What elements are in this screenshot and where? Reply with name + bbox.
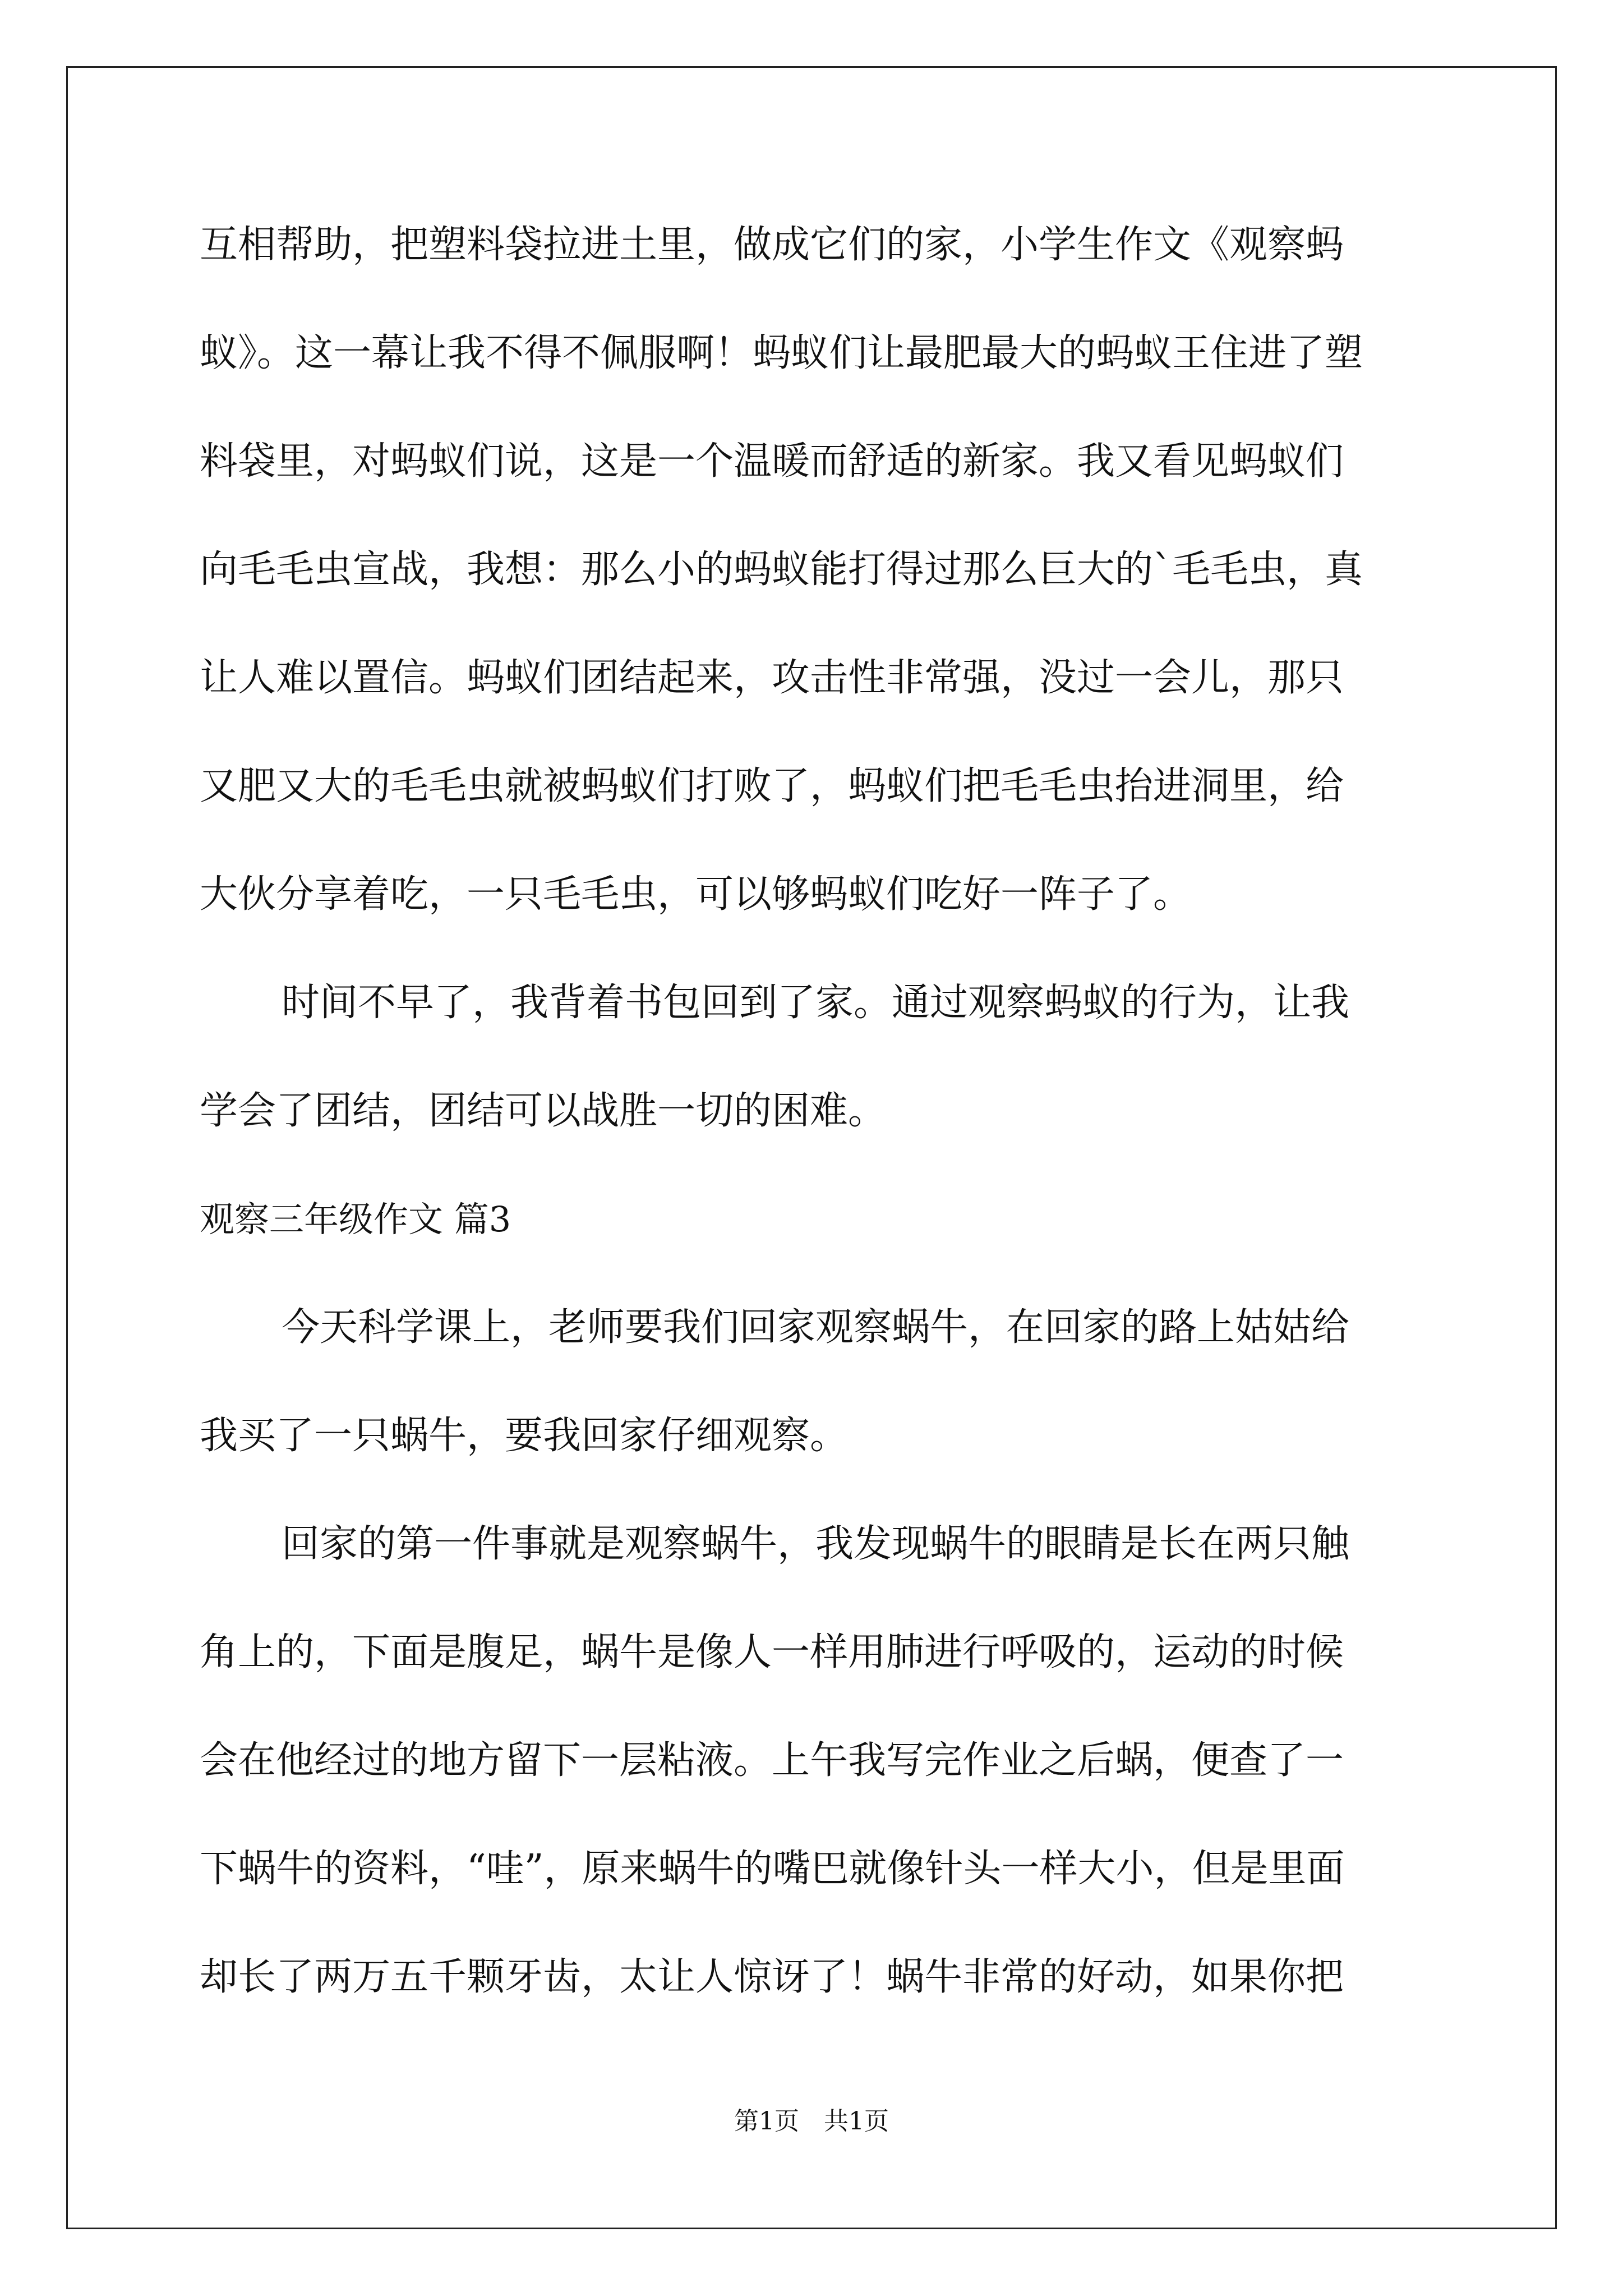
text-line: 向毛毛虫宣战，我想：那么小的蚂蚁能打得过那么巨大的`毛毛虫，真: [200, 547, 1363, 592]
paragraph-start-line: 时间不早了，我背着书包回到了家。通过观察蚂蚁的行为，让我: [282, 981, 1350, 1025]
text-line: 料袋里，对蚂蚁们说，这是一个温暖而舒适的新家。我又看见蚂蚁们: [200, 439, 1344, 484]
text-line: 却长了两万五千颗牙齿，太让人惊讶了！蜗牛非常的好动，如果你把: [200, 1955, 1344, 1999]
text-line: 又肥又大的毛毛虫就被蚂蚁们打败了，蚂蚁们把毛毛虫抬进洞里，给: [200, 764, 1344, 808]
document-body: [200, 191, 1422, 2031]
text-line: 让人难以置信。蚂蚁们团结起来，攻击性非常强，没过一会儿，那只: [200, 656, 1344, 700]
text-line: 蚁》。这一幕让我不得不佩服啊！蚂蚁们让最肥最大的蚂蚁王住进了塑: [200, 331, 1363, 375]
text-line: 互相帮助，把塑料袋拉进土里，做成它们的家，小学生作文《观察蚂: [200, 223, 1344, 267]
text-line: 角上的，下面是腹足，蜗牛是像人一样用肺进行呼吸的，运动的时候: [200, 1630, 1344, 1674]
page-number-footer: 第1页 共1页: [734, 2107, 889, 2136]
text-line: 我买了一只蜗牛，要我回家仔细观察。: [200, 1414, 849, 1458]
paragraph-start-line: 回家的第一件事就是观察蜗牛，我发现蜗牛的眼睛是长在两只触: [282, 1522, 1350, 1566]
section-heading: 观察三年级作文 篇3: [200, 1199, 511, 1240]
text-line: 下蜗牛的资料，“哇”，原来蜗牛的嘴巴就像针头一样大小，但是里面: [200, 1847, 1345, 1891]
text-line: 会在他经过的地方留下一层粘液。上午我写完作业之后蜗，便查了一: [200, 1738, 1344, 1783]
paragraph-start-line: 今天科学课上，老师要我们回家观察蜗牛，在回家的路上姑姑给: [282, 1305, 1350, 1350]
text-line: 学会了团结，团结可以战胜一切的困难。: [200, 1089, 887, 1133]
text-line: 大伙分享着吃，一只毛毛虫，可以够蚂蚁们吃好一阵子了。: [200, 872, 1192, 917]
